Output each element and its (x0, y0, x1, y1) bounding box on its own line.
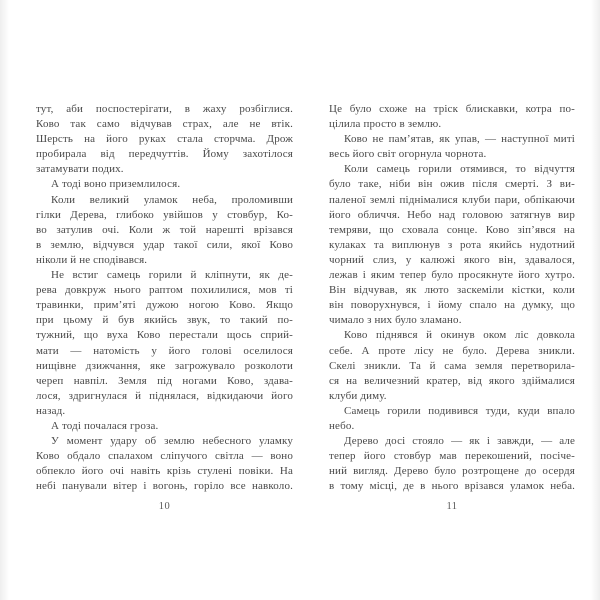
text-line: У момент удару об землю небесного уламку (51, 435, 293, 448)
text-line: при цьому й був якийсь звук, то такий по- (36, 314, 293, 327)
text-line: ся на величезний кратер, від якого здіймалися (329, 374, 575, 387)
left-page-number: 10 (158, 501, 171, 513)
text-line: А тоді почалася гроза. (51, 419, 159, 432)
text-line: затамувати подих. (36, 163, 124, 176)
text-line: нищівне дзижчання, яке загрожувало розколоти (36, 359, 293, 372)
text-line: кулаках та виплюнув з рота якийсь нудотний (329, 238, 575, 251)
text-line: клуби диму. (329, 389, 387, 402)
text-line: лося, здригнулася й піднялася, відкидаючи його (36, 389, 293, 402)
left-page (36, 102, 293, 513)
text-line: Шерсть на його руках стала сторчма. Дрож (36, 133, 293, 146)
right-page-edge-shadow (591, 0, 600, 600)
text-line: тут, аби поспостерігати, в жаху розбіглися. (36, 103, 293, 115)
text-line: пробирала від передчуттів. Йому захотілося (36, 148, 293, 161)
text-line: мати — натомість у його голові оселилося (36, 344, 293, 357)
text-line: він поворухнувся, і йому спало на думку, що (329, 299, 575, 312)
text-line: тепер його стовбур мав перекошений, посіче- (329, 450, 575, 463)
text-line: Ково обдало спалахом сліпучого світла — воно (36, 450, 293, 463)
text-line: чимало з них було зламано. (329, 314, 462, 327)
text-line: ний вигляд. Дерево було розтрощене до осердя (329, 465, 575, 478)
text-line: Ково так само відчував страх, але не втік. (36, 118, 293, 131)
text-line: цілила просто в землю. (329, 118, 442, 131)
text-line: в тому місці, де в нього врізався уламок неба. (329, 480, 575, 493)
text-line: Скелі зникли. Та й сама земля перетворила- (329, 359, 575, 372)
text-line: в землю, відчувся удар такої сили, якої Ково (36, 238, 293, 251)
text-line: Коли самець горили отямився, то відчуття (344, 163, 575, 176)
right-page-text (329, 102, 575, 494)
text-line: темряви, що сховала сонце. Ково зіп’явся на (329, 223, 575, 236)
text-line: ніколи й не сподівався. (36, 253, 148, 266)
right-page-number: 11 (446, 501, 458, 513)
text-line: було таке, ніби він ожив після смерті. З ви- (329, 178, 575, 191)
text-line: тужний, що вуха Ково перестали щось сприй- (36, 329, 293, 342)
text-line: во затулив очі. Коли ж той нарешті врізався (36, 223, 293, 236)
left-page-edge-shadow (0, 0, 9, 600)
text-line: Не встиг самець горили й кліпнути, як де- (51, 269, 293, 282)
text-line: себе. А проте лісу не було. Дерева зникли. (329, 344, 575, 357)
text-line: його обличчя. Небо над головою затягнув вир (329, 208, 575, 221)
text-line: гілки Дерева, глибоко увійшов у стовбур, Ко- (36, 208, 293, 221)
text-line: Коли великий уламок неба, проломивши (51, 193, 293, 206)
text-line: А тоді воно приземлилося. (51, 178, 181, 191)
text-line: Дерево досі стояло — як і завжди, — але (344, 435, 575, 448)
text-line: лежав і яким тепер було просякнуте його хутро. (329, 269, 575, 282)
text-line: назад. (36, 404, 66, 417)
text-line: небі панували вітер і вогонь, горіло все навколо. (36, 480, 293, 493)
text-line: весь його світ огорнула чорнота. (329, 148, 487, 161)
right-page (329, 102, 575, 513)
text-line: рева довкруж нього раптом похилилися, мов ті (36, 284, 293, 297)
text-line: Це було схоже на тріск блискавки, котра по- (329, 103, 575, 115)
text-line: обпекло його очі навіть крізь стулені повіки. На (36, 465, 293, 478)
text-line: Самець горили подивився туди, куди впало (344, 404, 575, 417)
text-line: небо. (329, 419, 355, 432)
left-page-text (36, 102, 293, 494)
text-line: Він відчував, як люто заскеміли кістки, коли (329, 284, 575, 297)
text-line: череп навпіл. Земля під ногами Ково, здава- (36, 374, 293, 387)
text-line: паленої землі піднімалися клуби пари, обпікаючи (329, 193, 575, 206)
text-line: чорний слиз, у калюжі якого він, здавалося, (329, 253, 575, 266)
text-line: травинки, прим’яті дужою ногою Ково. Якщо (36, 299, 293, 312)
text-line: Ково не пам’ятав, як упав, — наступної миті (344, 133, 575, 146)
text-line: Ково піднявся й окинув оком ліс довкола (344, 329, 575, 342)
